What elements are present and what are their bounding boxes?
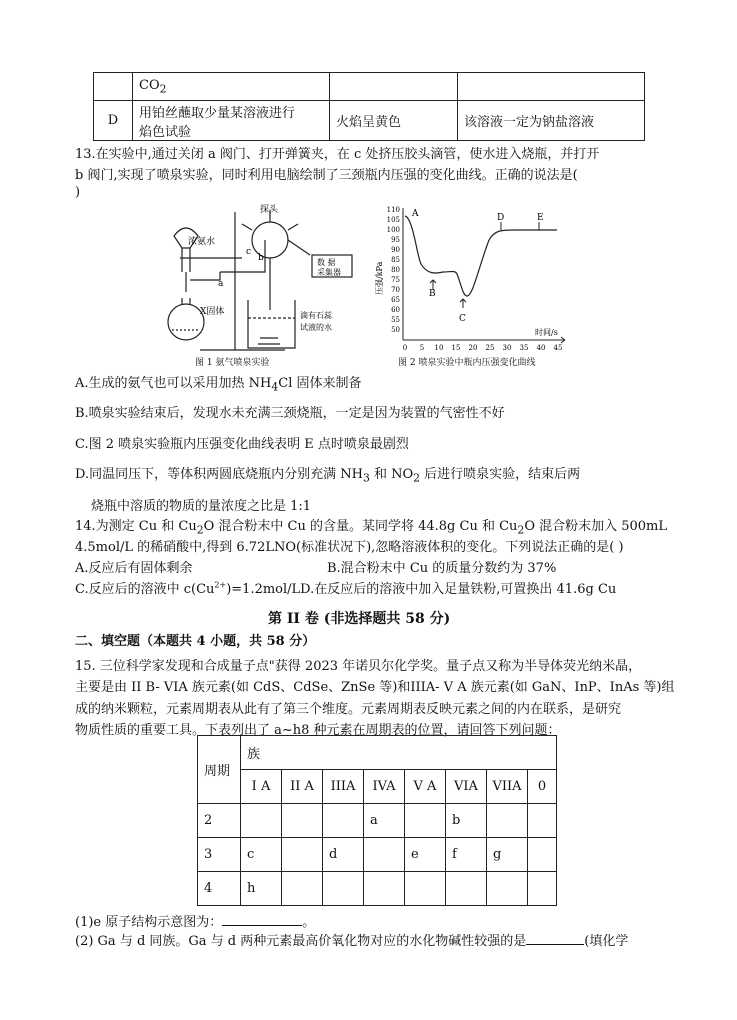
tube-to-a	[190, 272, 220, 280]
label-c: c	[246, 247, 252, 257]
group-label: IIIA	[323, 770, 364, 804]
group-label: VIA	[446, 770, 487, 804]
q13-option-d: D.同温同压下，等体积两圆底烧瓶内分别充满 $NH_3$ 和 $NO_2$ 后进行喷泉实验，结束后两	[75, 467, 581, 485]
y-tick-label: 95	[391, 236, 400, 244]
y-tick-label: 100	[386, 226, 400, 234]
period-number: 4	[198, 872, 241, 906]
element-cell	[528, 838, 557, 872]
element-cell: e	[405, 838, 446, 872]
label-water-2: 试液的水	[300, 323, 332, 332]
group-label: IVA	[364, 770, 405, 804]
group-header: 族	[241, 736, 557, 770]
cell-co2: $CO_2$	[133, 73, 330, 101]
element-cell	[241, 804, 282, 838]
section-subtitle: 二、填空题（本题共 4 小题，共 58 分）	[75, 634, 316, 649]
x-tick-label: 45	[553, 344, 563, 352]
group-label: II A	[282, 770, 323, 804]
q13-line2: b 阀门,实现了喷泉实验，同时利用电脑绘制了三颈瓶内压强的变化曲线。正确的说法是(	[75, 168, 578, 183]
label-collector-1: 数 据	[317, 258, 336, 267]
cell-conclusion-d: 该溶液一定为钠盐溶液	[458, 101, 645, 141]
element-cell: a	[364, 804, 405, 838]
label-water-1: 滴有石蕊	[300, 311, 332, 320]
element-cell	[528, 872, 557, 906]
x-tick-label: 20	[468, 344, 478, 352]
element-cell	[323, 804, 364, 838]
cell-operation: 用铂丝蘸取少量某溶液进行 焰色试验	[133, 101, 330, 141]
period-number: 2	[198, 804, 241, 838]
element-cell	[282, 872, 323, 906]
round-flask	[168, 304, 204, 340]
q14-option-a: A.反应后有固体剩余	[75, 561, 193, 576]
element-cell	[282, 838, 323, 872]
periodic-table	[197, 735, 557, 906]
y-tick-label: 50	[391, 326, 400, 334]
point-c: C	[459, 314, 466, 324]
q13-option-a: A.生成的氨气也可以采用加热 $NH_4Cl$ 固体来制备	[75, 376, 362, 394]
x-axis-label: 时间/s	[535, 328, 558, 337]
point-e: E	[537, 213, 544, 223]
element-cell: h	[241, 872, 282, 906]
element-cell	[282, 804, 323, 838]
q14-line1: 14.为测定 Cu 和 $Cu_2O$ 混合粉末中 Cu 的含量。某同学将 44.8g Cu 和 $Cu_2O$ 混合粉末加入 500mL	[75, 519, 668, 537]
element-cell	[487, 804, 528, 838]
figure-1-caption: 图 1 氨气喷泉实验	[195, 358, 270, 368]
q13-line3: )	[75, 185, 81, 200]
dropping-funnel	[182, 248, 190, 272]
figure-2-caption: 图 2 喷泉实验中瓶内压强变化曲线	[398, 358, 536, 368]
q15-line3: 成的纳米颗粒，元素周期表从此有了第三个维度。元素周期表反映元素之间的内在联系，是研究	[75, 702, 622, 717]
cell-label	[94, 73, 133, 101]
y-tick-label: 110	[386, 206, 400, 214]
y-tick-label: 55	[391, 316, 400, 324]
point-b: B	[429, 289, 436, 299]
x-tick-label: 30	[502, 344, 512, 352]
element-cell: g	[487, 838, 528, 872]
q14-option-b: B.混合粉末中 Cu 的质量分数约为 37%	[327, 561, 557, 576]
label-a: a	[218, 279, 224, 289]
label-collector-2: 采集器	[317, 268, 341, 277]
element-cell	[528, 804, 557, 838]
element-cell: b	[446, 804, 487, 838]
probe-wire	[288, 240, 310, 255]
x-tick-label: 35	[519, 344, 529, 352]
top-table	[93, 72, 645, 141]
y-tick-label: 90	[391, 246, 400, 254]
group-label: 0	[528, 770, 557, 804]
element-cell: c	[241, 838, 282, 872]
label-solid: X固体	[200, 307, 225, 317]
label-ammonia: 浓氨水	[188, 237, 216, 247]
x-tick-label: 10	[434, 344, 444, 352]
q15-line1: 15. 三位科学家发现和合成量子点"获得 2023 年诺贝尔化学奖。量子点又称为半导体荧光纳米晶，	[75, 659, 642, 674]
element-cell	[405, 804, 446, 838]
y-axis-label: 压强/kPa	[375, 261, 384, 295]
element-cell	[446, 872, 487, 906]
y-tick-label: 60	[391, 306, 400, 314]
q15-sub1: (1)e 原子结构示意图为： 。	[75, 915, 316, 930]
element-cell	[405, 872, 446, 906]
element-cell	[323, 872, 364, 906]
x-tick-label: 5	[419, 344, 425, 352]
point-d: D	[497, 213, 505, 223]
x-tick-label: 15	[451, 344, 461, 352]
figure-1-apparatus	[160, 200, 365, 372]
group-label: V A	[405, 770, 446, 804]
cell-phenomenon-d: 火焰呈黄色	[330, 101, 458, 141]
y-tick-label: 70	[391, 286, 400, 294]
section-title: 第 II 卷 (非选择题共 58 分)	[268, 611, 451, 627]
point-a: A	[412, 209, 419, 219]
y-tick-label: 75	[391, 276, 400, 284]
cell-option-d: D	[94, 101, 133, 141]
q13-option-c: C.图 2 喷泉实验瓶内压强变化曲线表明 E 点时喷泉最剧烈	[75, 437, 409, 452]
y-tick-label: 65	[391, 296, 400, 304]
group-label: VIIA	[487, 770, 528, 804]
q15-line4: 物质性质的重要工具。下表列出了 a~h8 种元素在周期表的位置，请回答下列问题：	[75, 723, 561, 738]
element-cell	[364, 872, 405, 906]
y-tick-label: 105	[386, 216, 400, 224]
y-tick-label: 80	[391, 266, 400, 274]
element-cell: f	[446, 838, 487, 872]
q14-option-c-d: C.反应后的溶液中 $c(Cu^{2+})=1.2mol/LD$.在反应后的溶液中加入足量铁粉,可置换出 41.6g Cu	[75, 580, 617, 597]
cell-conclusion	[458, 73, 645, 101]
label-probe: 探头	[260, 205, 279, 215]
q15-sub2: (2) Ga 与 d 同族。Ga 与 d 两种元素最高价氧化物对应的水化物碱性较强的是 (填化学	[75, 934, 629, 949]
y-tick-label: 85	[391, 256, 400, 264]
pressure-curve	[405, 216, 557, 296]
figure-2-chart	[375, 200, 570, 355]
group-label: I A	[241, 770, 282, 804]
x-tick-label: 0	[402, 344, 408, 352]
element-cell: d	[323, 838, 364, 872]
period-number: 3	[198, 838, 241, 872]
q13-option-d-line2: 烧瓶中溶质的物质的量浓度之比是 1:1	[91, 499, 312, 514]
beaker	[248, 300, 295, 348]
x-tick-label: 40	[536, 344, 546, 352]
period-header: 周期	[198, 736, 241, 804]
q15-line2: 主要是由 II B- VIA 族元素(如 CdS、CdSe、ZnSe 等)和IIIA- V A 族元素(如 GaN、InP、InAs 等)组	[75, 680, 675, 695]
element-cell	[487, 872, 528, 906]
q14-line2: 4.5mol/L 的稀硝酸中,得到 6.72LNO(标准状况下),忽略溶液体积的变化。下列说法正确的是( )	[75, 540, 624, 555]
cell-phenomenon	[330, 73, 458, 101]
label-b: b	[258, 253, 264, 263]
q13-option-b: B.喷泉实验结束后，发现水未充满三颈烧瓶，一定是因为装置的气密性不好	[75, 406, 505, 421]
x-tick-label: 25	[485, 344, 495, 352]
q13-line1: 13.在实验中,通过关闭 a 阀门、打开弹簧夹，在 c 处挤压胶头滴管，使水进入烧瓶，并打开	[75, 147, 600, 162]
element-cell	[364, 838, 405, 872]
